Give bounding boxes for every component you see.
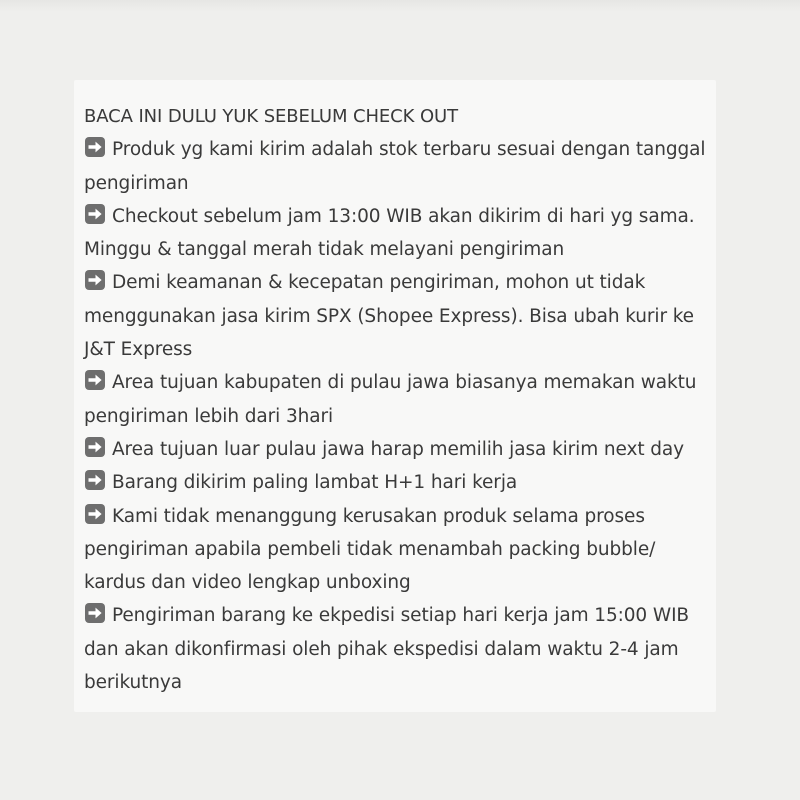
note-item-4 — [84, 366, 714, 433]
note-item-text: Pengiriman barang ke ekpedisi setiap hari kerja jam 15:00 WIB dan akan dikonfirmasi oleh pihak ekspedisi dalam waktu 2-4 jam berikutnya — [84, 605, 690, 694]
note-title: BACA INI DULU YUK SEBELUM CHECK OUT — [84, 106, 458, 127]
note-item-6 — [84, 466, 714, 499]
note-item-1 — [84, 133, 714, 200]
note-item-5 — [84, 433, 714, 466]
note-item-text: Demi keamanan & kecepatan pengiriman, mohon ut tidak menggunakan jasa kirim SPX (Shopee Express). Bisa ubah kurir ke J&T Express — [84, 272, 694, 361]
note-item-text: Produk yg kami kirim adalah stok terbaru sesuai dengan tanggal pengiriman — [84, 139, 706, 194]
right-arrow-icon — [84, 136, 106, 158]
note-item-text: Barang dikirim paling lambat H+1 hari kerja — [112, 472, 518, 494]
right-arrow-icon — [84, 469, 106, 491]
right-arrow-icon — [84, 503, 106, 525]
right-arrow-icon — [84, 602, 106, 624]
note-item-3 — [84, 266, 714, 366]
right-arrow-icon — [84, 436, 106, 458]
note-item-text: Area tujuan kabupaten di pulau jawa biasanya memakan waktu pengiriman lebih dari 3hari — [84, 372, 697, 427]
note-item-text: Checkout sebelum jam 13:00 WIB akan dikirim di hari yg sama. Minggu & tanggal merah tidak melayani pengiriman — [84, 205, 695, 261]
photo-top-edge — [0, 0, 800, 12]
note-item-text: Kami tidak menanggung kerusakan produk selama proses pengiriman apabila pembeli tidak menambah packing bubble/ kardus dan video lengkap unboxing — [84, 505, 656, 594]
note-item-text: Area tujuan luar pulau jawa harap memilih jasa kirim next day — [112, 438, 685, 460]
note-item-7 — [84, 500, 714, 600]
note-item-2 — [84, 200, 714, 267]
note-item-8 — [84, 599, 714, 699]
right-arrow-icon — [84, 203, 106, 225]
right-arrow-icon — [84, 369, 106, 391]
note-text — [84, 100, 714, 699]
right-arrow-icon — [84, 269, 106, 291]
